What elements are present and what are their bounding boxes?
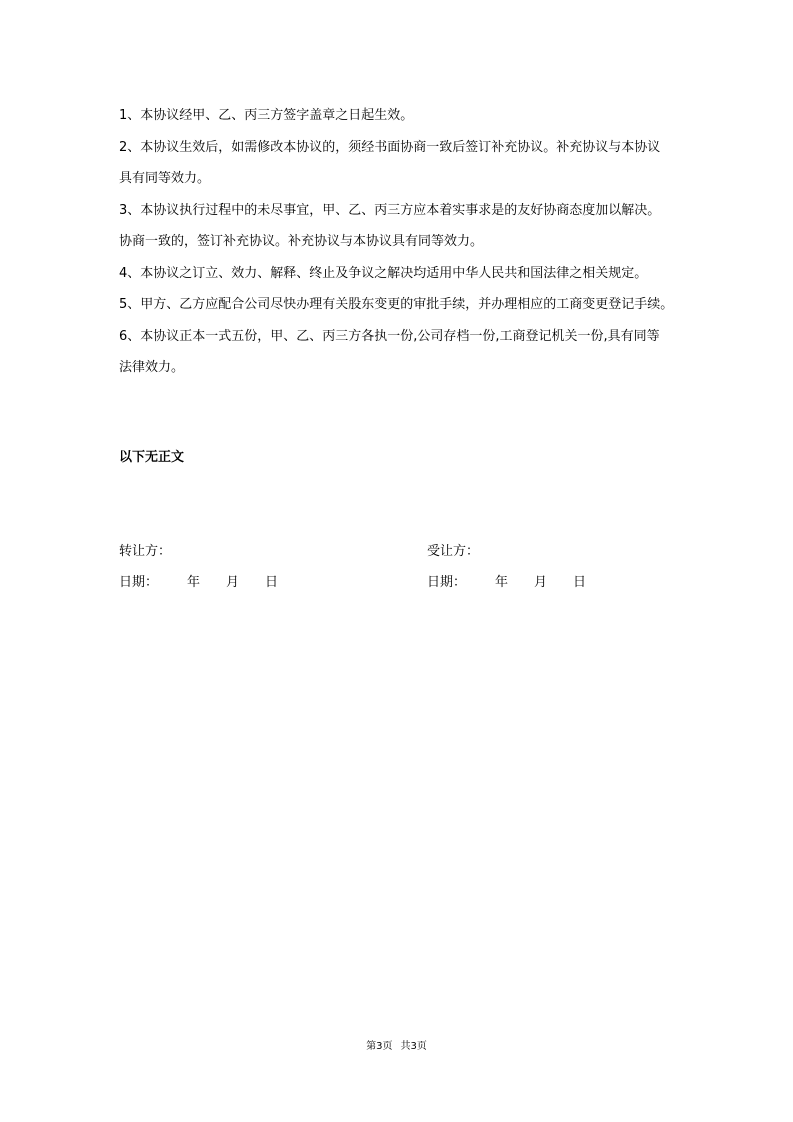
clause-line: 法律效力。 (119, 360, 185, 375)
clause-line: 具有同等效力。 (119, 171, 211, 186)
transferor-date (119, 571, 278, 590)
transferee-label: 受让方： (427, 544, 480, 559)
transferee-date (427, 571, 586, 590)
page-number: 第3页 (366, 1041, 393, 1052)
page-footer (0, 1037, 793, 1052)
clause-line: 3、本协议执行过程中的未尽事宜，甲、乙、丙三方应本着实事求是的友好协商态度加以解决。 (119, 202, 661, 218)
year-label: 年 (187, 575, 201, 590)
no-further-text-note: 以下无正文 (119, 450, 185, 465)
agreement-clauses (119, 100, 679, 384)
month-label: 月 (226, 575, 240, 590)
transferor-label: 转让方： (119, 544, 172, 559)
day-label: 日 (265, 575, 279, 590)
day-label: 日 (573, 575, 587, 590)
date-label: 日期： (119, 575, 159, 590)
date-label: 日期： (427, 575, 467, 590)
clause-line: 6、本协议正本一式五份，甲、乙、丙三方各执一份,公司存档一份,工商登记机关一份,具有同等 (119, 328, 660, 344)
clause-line: 1、本协议经甲、乙、丙三方签字盖章之日起生效。 (119, 108, 414, 123)
month-label: 月 (534, 575, 548, 590)
clause-line: 2、本协议生效后，如需修改本协议的，须经书面协商一致后签订补充协议。补充协议与本协议 (119, 139, 661, 155)
clause-line: 5、甲方、乙方应配合公司尽快办理有关股东变更的审批手续，并办理相应的工商变更登记手续。 (119, 297, 674, 312)
clause-line: 协商一致的，签订补充协议。补充协议与本协议具有同等效力。 (119, 234, 484, 249)
clause-line: 4、本协议之订立、效力、解释、终止及争议之解决均适用中华人民共和国法律之相关规定。 (119, 265, 648, 281)
page-total: 共3页 (400, 1041, 427, 1052)
year-label: 年 (495, 575, 509, 590)
